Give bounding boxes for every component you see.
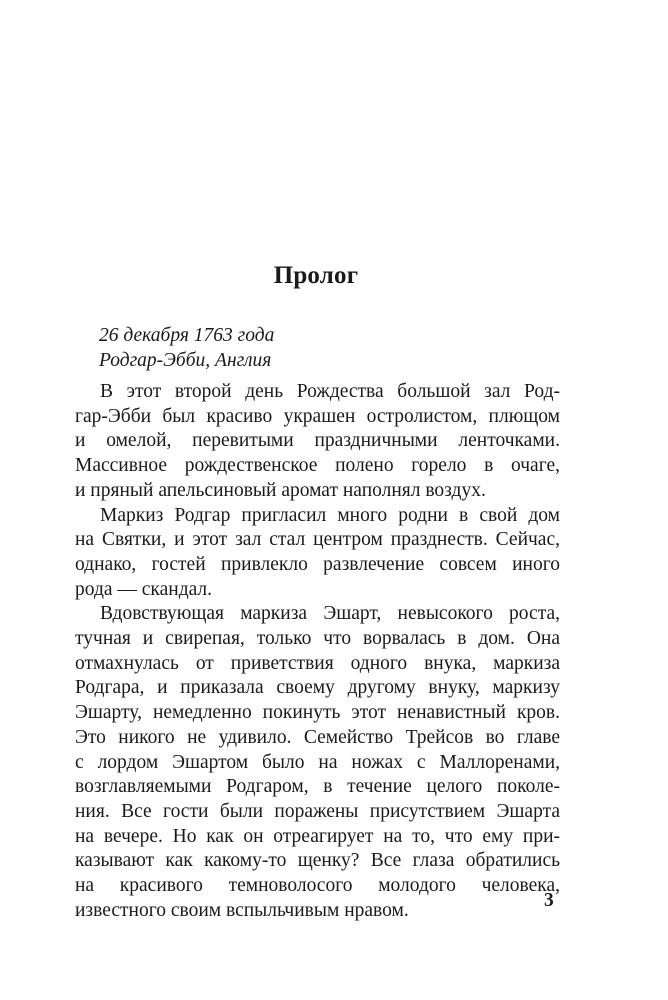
date-line: 26 декабря 1763 года xyxy=(99,325,275,346)
text-line: известного своим вспыльчивым нравом. xyxy=(75,899,409,921)
place-line: Родгар-Эбби, Англия xyxy=(99,350,272,371)
text-line: и пряный апельсиновый аромат наполнял воздух. xyxy=(75,479,486,501)
text-line: Массивное рождественское полено горело в очаге, xyxy=(75,455,560,477)
text-line: с лордом Эшартом было на ножах с Маллоренами, xyxy=(75,751,560,773)
text-line: на вечере. Но как он отреагирует на то, что ему при- xyxy=(75,825,560,847)
text-line: ния. Все гости были поражены присутствием Эшарта xyxy=(75,800,560,822)
text-line: Маркиз Родгар пригласил много родни в свой дом xyxy=(100,504,560,526)
text-line: Вдовствующая маркиза Эшарт, невысокого роста, xyxy=(100,603,560,625)
text-line: Эшарту, немедленно покинуть этот ненавистный кров. xyxy=(75,702,560,724)
text-line: однако, гостей привлекло развлечение совсем иного xyxy=(75,553,560,575)
text-line: тучная и свирепая, только что ворвалась в дом. Она xyxy=(75,628,560,650)
text-line: В этот второй день Рождества большой зал Род- xyxy=(100,381,560,402)
chapter-epigraph xyxy=(99,323,274,373)
text-line: отмахнулась от приветствия одного внука, маркиза xyxy=(75,652,560,674)
text-line: на красивого темноволосого молодого человека, xyxy=(75,875,560,897)
text-line: и омелой, перевитыми праздничными ленточками. xyxy=(75,430,560,452)
text-line: рода — скандал. xyxy=(75,578,213,600)
text-line: казывают как какому-то щенку? Все глаза обратились xyxy=(75,850,560,872)
text-line: Это никого не удивило. Семейство Трейсов во главе xyxy=(75,726,560,748)
text-line: возглавляемыми Родгаром, в течение целого поколе- xyxy=(75,776,560,798)
chapter-title: Пролог xyxy=(273,262,359,289)
text-line: гар-Эбби был красиво украшен остролистом, плющом xyxy=(75,405,560,427)
text-line: на Святки, и этот зал стал центром празднеств. Сейчас, xyxy=(75,529,560,551)
page-number: 3 xyxy=(544,890,554,911)
body-text xyxy=(75,380,560,923)
text-line: Родгара, и приказала своему другому внуку, маркизу xyxy=(75,677,560,699)
